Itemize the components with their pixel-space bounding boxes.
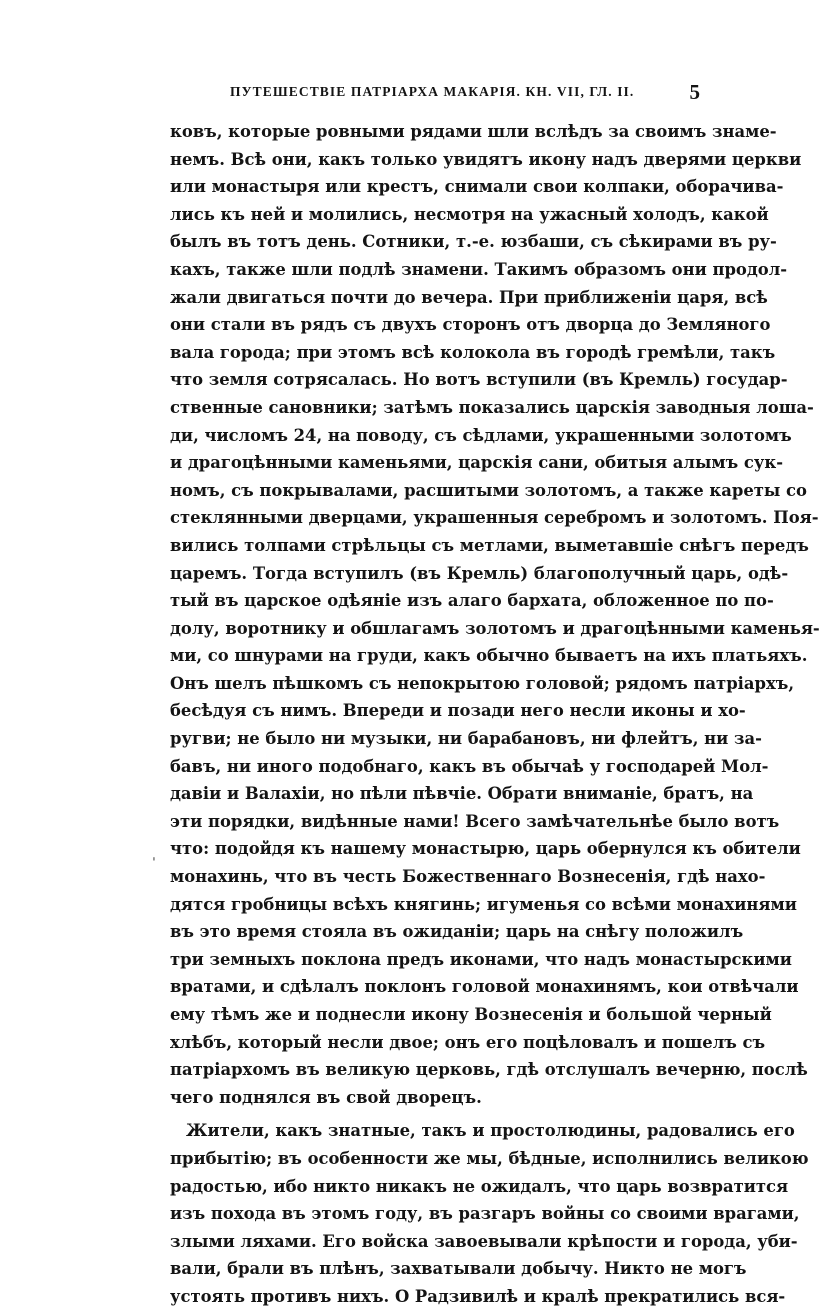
text-line: тый въ царское одѣяніе изъ алаго бархата, обложенное по по-: [170, 591, 774, 611]
text-line: жали двигаться почти до вечера. При приближеніи царя, всѣ: [170, 287, 768, 307]
text-line: ему тѣмъ же и поднесли икону Вознесенія и большой черный: [170, 1005, 772, 1024]
text-line: стеклянными дверцами, украшенныя серебромъ и золотомъ. Поя-: [170, 508, 819, 528]
text-line: Онъ шелъ пѣшкомъ съ непокрытою головой; рядомъ патріархъ,: [170, 673, 795, 693]
text-line: ругви; не было ни музыки, ни барабановъ, ни флейтъ, ни за-: [170, 729, 762, 749]
text-line: эти порядки, видѣнные нами! Всего замѣчательнѣе было вотъ: [170, 811, 780, 831]
text-line: былъ въ тотъ день. Сотники, т.-е. юзбаши, съ сѣкирами въ ру-: [170, 232, 777, 252]
text-line: ми, со шнурами на груди, какъ обычно бываетъ на ихъ платьяхъ.: [170, 646, 808, 666]
text-line: немъ. Всѣ они, какъ только увидятъ икону надъ дверями церкви: [170, 149, 802, 169]
text-line: бавъ, ни иного подобнаго, какъ въ обычаѣ у господарей Мол-: [170, 756, 769, 776]
text-line: вратами, и сдѣлалъ поклонъ головой монахинямъ, кои отвѣчали: [170, 977, 799, 997]
text-line: ди, числомъ 24, на поводу, съ сѣдлами, украшенными золотомъ: [170, 425, 792, 445]
text-line: патріархомъ въ великую церковь, гдѣ отслушалъ вечерню, послѣ: [170, 1060, 808, 1080]
text-line: вились толпами стрѣльцы съ метлами, выметавшіе снѣгъ передъ: [170, 535, 809, 555]
text-line: Жители, какъ знатные, такъ и простолюдины, радовались его: [186, 1121, 795, 1141]
text-line: или монастыря или крестъ, снимали свои колпаки, оборачива-: [170, 177, 784, 197]
text-line: царемъ. Тогда вступилъ (въ Кремль) благополучный царь, одѣ-: [170, 563, 789, 583]
text-line: лись къ ней и молились, несмотря на ужасный холодъ, какой: [170, 204, 769, 224]
margin-mark: ˈ: [152, 856, 156, 872]
text-line: чего поднялся въ свой дворецъ.: [170, 1087, 482, 1107]
text-line: бесѣдуя съ нимъ. Впереди и позади него несли иконы и хо-: [170, 701, 746, 721]
text-line: ковъ, которые ровными рядами шли вслѣдъ за своимъ знаме-: [170, 122, 777, 141]
text-line: номъ, съ покрывалами, расшитыми золотомъ, а также кареты со: [170, 480, 807, 500]
text-line: давіи и Валахіи, но пѣли пѣвчіе. Обрати вниманіе, братъ, на: [170, 784, 754, 804]
text-line: три земныхъ поклона предъ иконами, что надъ монастырскими: [170, 949, 792, 969]
text-line: что земля сотрясалась. Но вотъ вступили (въ Кремль) государ-: [170, 370, 788, 390]
paragraph-1: [170, 118, 820, 1111]
text-line: злыми ляхами. Его войска завоевывали крѣпости и города, уби-: [170, 1231, 798, 1251]
text-line: и драгоцѣнными каменьями, царскія сани, обитыя алымъ сук-: [170, 453, 784, 473]
text-line: прибытію; въ особенности же мы, бѣдные, исполнились великою: [170, 1148, 809, 1168]
text-line: вала города; при этомъ всѣ колокола въ городѣ гремѣли, такъ: [170, 342, 776, 362]
text-line: вали, брали въ плѣнъ, захватывали добычу. Никто не могъ: [170, 1259, 747, 1279]
body-text: [170, 118, 820, 1311]
paragraph-2: [170, 1117, 809, 1310]
text-line: радостью, ибо никто никакъ не ожидалъ, что царь возвратится: [170, 1176, 789, 1196]
text-line: монахинь, что въ честь Божественнаго Вознесенія, гдѣ нахо-: [170, 867, 766, 887]
text-line: кахъ, также шли подлѣ знамени. Такимъ образомъ они продол-: [170, 259, 788, 279]
text-line: хлѣбъ, который несли двое; онъ его поцѣловалъ и пошелъ съ: [170, 1032, 766, 1052]
page-number: 5: [689, 80, 700, 104]
page-header: [230, 80, 700, 106]
text-line: долу, воротнику и обшлагамъ золотомъ и драгоцѣнными каменья-: [170, 618, 820, 638]
text-line: они стали въ рядъ съ двухъ сторонъ отъ дворца до Земляного: [170, 315, 771, 335]
text-line: въ это время стояла въ ожиданіи; царь на снѣгу положилъ: [170, 922, 744, 942]
text-line: ственные сановники; затѣмъ показались царскія заводныя лоша-: [170, 397, 814, 417]
text-line: дятся гробницы всѣхъ княгинь; игуменья со всѣми монахинями: [170, 894, 797, 914]
text-line: что: подойдя къ нашему монастырю, царь обернулся къ обители: [170, 839, 801, 859]
running-title: ПУТЕШЕСТВІЕ ПАТРІАРХА МАКАРІЯ. КН. VII, ГЛ. II.: [230, 84, 635, 99]
text-line: устоять противъ нихъ. О Радзивилѣ и кралѣ прекратились вся-: [170, 1286, 786, 1306]
text-line: изъ похода въ этомъ году, въ разгаръ войны со своими врагами,: [170, 1204, 800, 1224]
